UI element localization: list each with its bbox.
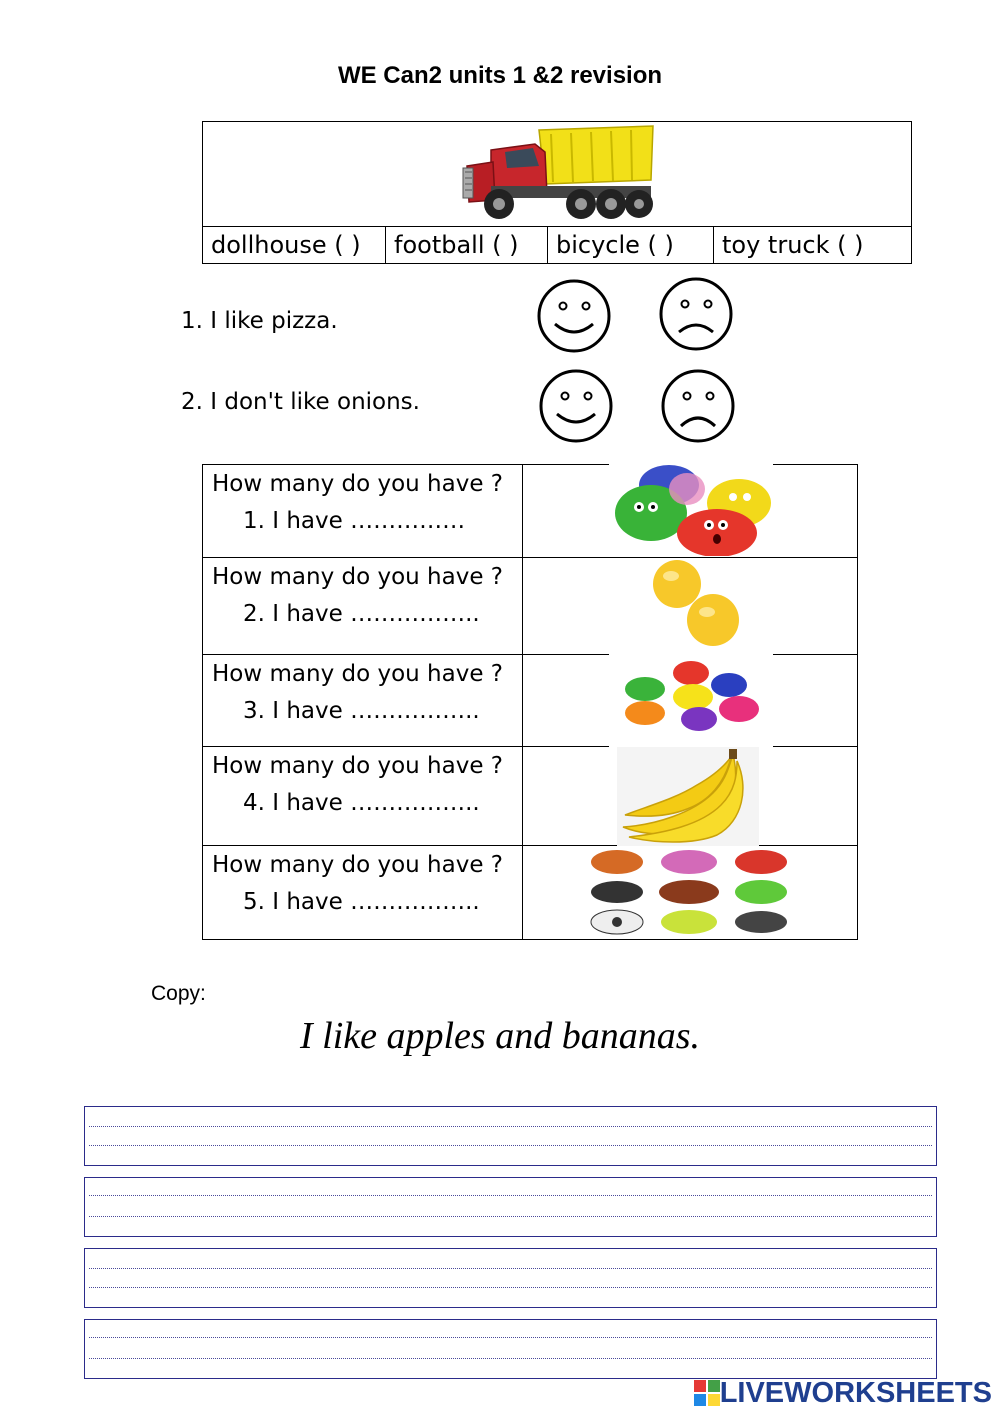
answer-blank[interactable]: 5. I have …………….. (243, 889, 480, 915)
writing-line-box[interactable] (84, 1177, 937, 1237)
toy-table (202, 121, 912, 264)
option-dollhouse[interactable]: dollhouse ( ) (203, 226, 386, 264)
table-row (203, 655, 857, 747)
emoji-balls-icon (609, 463, 773, 556)
answer-blank[interactable]: 3. I have …………….. (243, 698, 480, 724)
question-text: How many do you have ? (212, 852, 503, 878)
dump-truck-icon (461, 122, 655, 226)
like-sentence-2: 2. I don't like onions. (181, 389, 420, 415)
liveworksheets-logo (694, 1376, 992, 1410)
table-row (203, 465, 857, 558)
table-row (203, 846, 857, 939)
yellow-balls-icon (609, 558, 773, 655)
toy-options-row (203, 226, 911, 264)
writing-line-box[interactable] (84, 1248, 937, 1308)
option-football[interactable]: football ( ) (386, 226, 548, 264)
logo-grid-icon (694, 1380, 720, 1406)
writing-line-box[interactable] (84, 1106, 937, 1166)
answer-blank[interactable]: 2. I have …………….. (243, 601, 480, 627)
option-toy-truck[interactable]: toy truck ( ) (722, 231, 864, 259)
happy-face-icon[interactable] (538, 368, 614, 444)
colored-balls-icon (609, 655, 773, 747)
page-title: WE Can2 units 1 &2 revision (337, 62, 663, 89)
logo-text: LIVEWORKSHEETS (719, 1376, 992, 1409)
sad-face-icon[interactable] (660, 368, 736, 444)
copy-sentence: I like apples and bananas. (299, 1015, 700, 1057)
copy-label: Copy: (151, 982, 206, 1005)
question-text: How many do you have ? (212, 753, 503, 779)
sports-balls-icon (585, 846, 793, 938)
answer-blank[interactable]: 1. I have …………… (243, 508, 466, 534)
like-sentence-1: 1. I like pizza. (181, 308, 338, 334)
question-text: How many do you have ? (212, 471, 503, 497)
bananas-icon (617, 747, 759, 846)
toy-image-cell (203, 122, 911, 227)
option-bicycle[interactable]: bicycle ( ) (548, 226, 714, 264)
writing-line-box[interactable] (84, 1319, 937, 1379)
how-many-table (202, 464, 858, 940)
happy-face-icon[interactable] (536, 278, 612, 354)
question-text: How many do you have ? (212, 661, 503, 687)
question-text: How many do you have ? (212, 564, 503, 590)
sad-face-icon[interactable] (658, 276, 734, 352)
answer-blank[interactable]: 4. I have …………….. (243, 790, 480, 816)
table-row (203, 558, 857, 655)
table-row (203, 747, 857, 846)
